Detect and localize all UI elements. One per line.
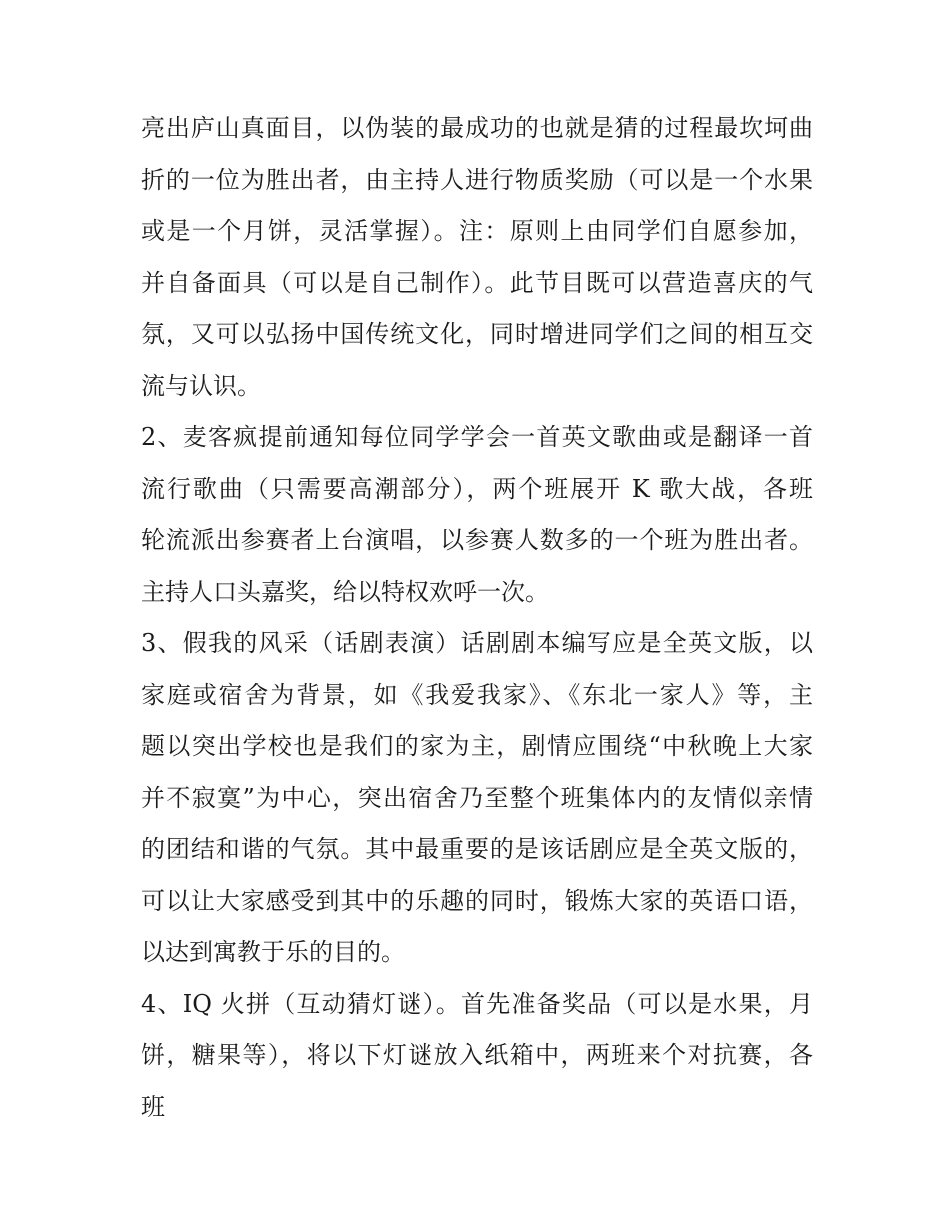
- text-line-14: 并不寂寞”为中心，突出宿舍乃至整个班集体内的友情似亲情: [141, 783, 813, 812]
- text-line-11: 3、假我的风采（话剧表演）话剧剧本编写应是全英文版，以: [141, 629, 813, 657]
- text-line-1: 亮出庐山真面目，以伪装的最成功的也就是猜的过程最坎坷曲: [141, 114, 813, 142]
- text-line-18: 4、IQ 火拼（互动猜灯谜）。首先准备奖品（可以是水果，月: [141, 989, 813, 1018]
- text-line-12: 家庭或宿舍为背景，如《我爱我家》、《东北一家人》等，主: [141, 680, 813, 709]
- text-line-6: 流与认识。: [141, 371, 261, 400]
- text-line-20: 班: [141, 1092, 165, 1121]
- text-line-3: 或是一个月饼，灵活掌握）。注：原则上由同学们自愿参加，: [141, 217, 813, 245]
- body-text: [141, 103, 813, 1133]
- text-line-13: 题以突出学校也是我们的家为主，剧情应围绕“中秋晚上大家: [141, 732, 813, 760]
- text-line-5: 氛，又可以弘扬中国传统文化，同时增进同学们之间的相互交: [141, 320, 813, 348]
- text-line-2: 折的一位为胜出者，由主持人进行物质奖励（可以是一个水果: [141, 165, 813, 194]
- text-line-17: 以达到寓教于乐的目的。: [141, 938, 405, 966]
- text-line-4: 并自备面具（可以是自己制作）。此节目既可以营造喜庆的气: [141, 268, 813, 297]
- text-line-15: 的团结和谐的气氛。其中最重要的是该话剧应是全英文版的，: [141, 835, 813, 863]
- text-line-16: 可以让大家感受到其中的乐趣的同时，锻炼大家的英语口语，: [141, 886, 813, 915]
- text-line-19: 饼，糖果等），将以下灯谜放入纸箱中，两班来个对抗赛，各: [141, 1041, 813, 1069]
- text-line-10: 主持人口头嘉奖，给以特权欢呼一次。: [141, 577, 549, 606]
- text-line-7: 2、麦客疯提前通知每位同学学会一首英文歌曲或是翻译一首: [141, 423, 813, 451]
- text-line-9: 轮流派出参赛者上台演唱，以参赛人数多的一个班为胜出者。: [141, 526, 813, 554]
- text-line-8: 流行歌曲（只需要高潮部分），两个班展开 K 歌大战，各班: [141, 474, 813, 503]
